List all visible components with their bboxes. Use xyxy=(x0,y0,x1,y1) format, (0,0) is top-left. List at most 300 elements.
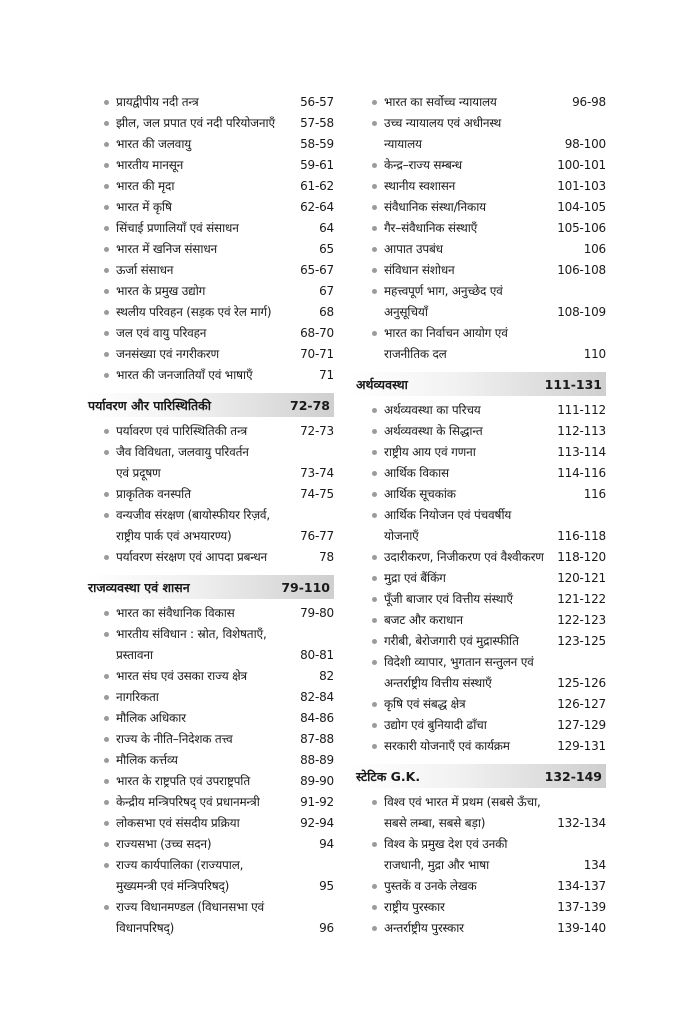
toc-entry xyxy=(352,736,606,757)
bullet-icon xyxy=(104,779,109,784)
toc-entry-row xyxy=(84,92,334,113)
bullet-icon xyxy=(104,821,109,826)
toc-entry-title: महत्त्वपूर्ण भाग, अनुच्छेद एवं अनुसूचियाँ xyxy=(384,284,503,319)
toc-entry xyxy=(84,239,334,260)
toc-entry xyxy=(84,771,334,792)
toc-entry xyxy=(84,344,334,365)
toc-entry-row xyxy=(352,281,606,323)
toc-entry xyxy=(84,302,334,323)
toc-entry xyxy=(352,323,606,365)
toc-entry-row xyxy=(84,365,334,386)
toc-entry xyxy=(84,897,334,939)
toc-entry xyxy=(352,442,606,463)
toc-entry xyxy=(352,547,606,568)
toc-entry-row xyxy=(352,792,606,834)
toc-entry xyxy=(352,589,606,610)
toc-entry-row xyxy=(84,260,334,281)
toc-entry-row xyxy=(352,547,606,568)
toc-entry-title: भारत के प्रमुख उद्योग xyxy=(116,284,206,298)
toc-entry-pages: 82-84 xyxy=(300,690,334,704)
toc-entry xyxy=(84,834,334,855)
bullet-icon xyxy=(372,639,377,644)
toc-entry-title: भारत की जनजातियाँ एवं भाषाएँ xyxy=(116,368,253,382)
toc-entry-title: राष्ट्रीय पुरस्कार xyxy=(384,900,445,914)
section-pages: 132-149 xyxy=(544,768,602,784)
toc-entry-title: भारतीय मानसून xyxy=(116,158,184,172)
toc-entry xyxy=(352,113,606,155)
toc-entry-title: सिंचाई प्रणालियाँ एवं संसाधन xyxy=(116,221,239,235)
toc-entry-title: कृषि एवं संबद्ध क्षेत्र xyxy=(384,697,466,711)
toc-entry-title: उदारीकरण, निजीकरण एवं वैश्वीकरण xyxy=(384,550,544,564)
toc-entry xyxy=(352,715,606,736)
section-heading xyxy=(352,764,606,788)
bullet-icon xyxy=(372,513,377,518)
toc-entry-title: मौलिक कर्त्तव्य xyxy=(116,753,178,767)
toc-entry-pages: 96-98 xyxy=(572,95,606,109)
toc-entry-title: स्थलीय परिवहन (सड़क एवं रेल मार्ग) xyxy=(116,305,272,319)
toc-entry-title: आर्थिक विकास xyxy=(384,466,449,480)
toc-entry xyxy=(84,750,334,771)
toc-entry-row xyxy=(84,708,334,729)
toc-entry-title: भारत की जलवायु xyxy=(116,137,192,151)
bullet-icon xyxy=(104,800,109,805)
section-title: स्टेटिक G.K. xyxy=(356,768,421,784)
toc-entry-pages: 112-113 xyxy=(557,424,606,438)
toc-entry-title: केन्द्र–राज्य सम्बन्ध xyxy=(384,158,462,172)
toc-entry xyxy=(352,897,606,918)
toc-entry-pages: 88-89 xyxy=(300,753,334,767)
toc-entry-row xyxy=(84,281,334,302)
toc-entry xyxy=(352,176,606,197)
toc-entry-title: सरकारी योजनाएँ एवं कार्यक्रम xyxy=(384,739,510,753)
toc-entry-row xyxy=(352,568,606,589)
bullet-icon xyxy=(104,492,109,497)
toc-entry-pages: 64 xyxy=(319,221,334,235)
bullet-icon xyxy=(104,513,109,518)
bullet-icon xyxy=(372,408,377,413)
toc-entry-title: राज्यसभा (उच्च सदन) xyxy=(116,837,212,851)
toc-entry-pages: 137-139 xyxy=(557,900,606,914)
toc-entry-pages: 105-106 xyxy=(557,221,606,235)
toc-entry-title: भारत की मृदा xyxy=(116,179,175,193)
bullet-icon xyxy=(372,450,377,455)
toc-entry xyxy=(84,197,334,218)
toc-entry-pages: 106-108 xyxy=(557,263,606,277)
toc-entry xyxy=(84,421,334,442)
toc-left-column xyxy=(84,92,334,939)
section-pages: 72-78 xyxy=(290,397,330,413)
toc-entry xyxy=(352,505,606,547)
toc-entry-title: राज्य कार्यपालिका (राज्यपाल, मुख्यमन्त्री एवं मंन्त्रिपरिषद्) xyxy=(116,858,244,893)
toc-entry-pages: 61-62 xyxy=(300,179,334,193)
bullet-icon xyxy=(104,555,109,560)
section-title: पर्यावरण और पारिस्थितिकी xyxy=(88,397,212,413)
bullet-icon xyxy=(104,142,109,147)
toc-entry-title: बजट और कराधान xyxy=(384,613,463,627)
bullet-icon xyxy=(104,863,109,868)
toc-entry-row xyxy=(352,876,606,897)
bullet-icon xyxy=(104,121,109,126)
toc-entry-pages: 76-77 xyxy=(300,529,334,543)
toc-entry xyxy=(352,421,606,442)
toc-entry-title: झील, जल प्रपात एवं नदी परियोजनाएँ xyxy=(116,116,275,130)
toc-entry-row xyxy=(84,134,334,155)
toc-entry-title: राष्ट्रीय आय एवं गणना xyxy=(384,445,476,459)
toc-entry-row xyxy=(352,155,606,176)
toc-entry-pages: 56-57 xyxy=(300,95,334,109)
toc-entry-row xyxy=(352,323,606,365)
toc-entry xyxy=(84,484,334,505)
toc-entry-row xyxy=(352,715,606,736)
toc-entry-row xyxy=(352,505,606,547)
toc-entry xyxy=(352,694,606,715)
toc-entry-row xyxy=(84,729,334,750)
toc-entry-row xyxy=(84,484,334,505)
toc-entry xyxy=(352,610,606,631)
toc-entry-row xyxy=(352,694,606,715)
toc-entry-pages: 118-120 xyxy=(557,550,606,564)
toc-entry-row xyxy=(84,771,334,792)
bullet-icon xyxy=(372,660,377,665)
section-heading xyxy=(352,372,606,396)
bullet-icon xyxy=(104,268,109,273)
toc-entry-title: प्राकृतिक वनस्पति xyxy=(116,487,191,501)
toc-entry-title: पुस्तकें व उनके लेखक xyxy=(384,879,477,893)
toc-entry-title: पर्यावरण संरक्षण एवं आपदा प्रबन्धन xyxy=(116,550,268,564)
toc-entry-title: उद्योग एवं बुनियादी ढाँचा xyxy=(384,718,487,732)
toc-entry-pages: 67 xyxy=(319,284,334,298)
toc-entry xyxy=(84,547,334,568)
toc-entry-title: प्रायद्वीपीय नदी तन्त्र xyxy=(116,95,199,109)
toc-entry xyxy=(352,792,606,834)
bullet-icon xyxy=(372,100,377,105)
toc-entry-pages: 114-116 xyxy=(557,466,606,480)
toc-entry-row xyxy=(352,834,606,876)
bullet-icon xyxy=(372,163,377,168)
toc-entry-row xyxy=(352,197,606,218)
toc-entry-row xyxy=(352,897,606,918)
toc-entry xyxy=(352,568,606,589)
toc-entry-title: भारत का निर्वाचन आयोग एवं राजनीतिक दल xyxy=(384,326,508,361)
bullet-icon xyxy=(372,842,377,847)
toc-entry-pages: 120-121 xyxy=(557,571,606,585)
toc-entry xyxy=(352,281,606,323)
toc-entry-title: भारत के राष्ट्रपति एवं उपराष्ट्रपति xyxy=(116,774,251,788)
toc-entry-title: विदेशी व्यापार, भुगतान सन्तुलन एवं अन्तर्राष्ट्रीय वित्तीय संस्थाएँ xyxy=(384,655,534,690)
bullet-icon xyxy=(372,226,377,231)
bullet-icon xyxy=(104,163,109,168)
bullet-icon xyxy=(104,905,109,910)
toc-entry-row xyxy=(352,113,606,155)
toc-entry-pages: 126-127 xyxy=(557,697,606,711)
bullet-icon xyxy=(104,205,109,210)
toc-entry-title: अन्तर्राष्ट्रीय पुरस्कार xyxy=(384,921,464,935)
toc-entry-pages: 68-70 xyxy=(300,326,334,340)
toc-entry-pages: 108-109 xyxy=(557,305,606,319)
toc-entry-pages: 82 xyxy=(319,669,334,683)
section-title: राजव्यवस्था एवं शासन xyxy=(88,579,190,595)
toc-entry-pages: 134-137 xyxy=(557,879,606,893)
bullet-icon xyxy=(372,247,377,252)
toc-entry-pages: 72-73 xyxy=(300,424,334,438)
toc-entry xyxy=(352,260,606,281)
toc-entry-title: राज्य के नीति–निदेशक तत्त्व xyxy=(116,732,233,746)
toc-entry-pages: 65-67 xyxy=(300,263,334,277)
toc-entry-pages: 71 xyxy=(319,368,334,382)
toc-entry-title: गरीबी, बेरोजगारी एवं मुद्रास्फीति xyxy=(384,634,519,648)
toc-entry xyxy=(84,666,334,687)
toc-entry-pages: 73-74 xyxy=(300,466,334,480)
toc-entry-pages: 127-129 xyxy=(557,718,606,732)
toc-entry-row xyxy=(84,897,334,939)
toc-entry-pages: 121-122 xyxy=(557,592,606,606)
toc-entry xyxy=(84,218,334,239)
toc-entry-pages: 59-61 xyxy=(300,158,334,172)
toc-entry xyxy=(84,603,334,624)
toc-entry-row xyxy=(84,547,334,568)
toc-entry-row xyxy=(84,834,334,855)
toc-entry-row xyxy=(84,442,334,484)
bullet-icon xyxy=(104,758,109,763)
bullet-icon xyxy=(372,576,377,581)
toc-entry-pages: 84-86 xyxy=(300,711,334,725)
toc-entry-pages: 116 xyxy=(583,487,606,501)
toc-entry-pages: 89-90 xyxy=(300,774,334,788)
toc-entry-title: गैर–संवैधानिक संस्थाएँ xyxy=(384,221,478,235)
toc-entry xyxy=(352,918,606,939)
toc-entry-row xyxy=(84,687,334,708)
section-heading xyxy=(84,393,334,417)
toc-entry-row xyxy=(84,176,334,197)
toc-entry-pages: 116-118 xyxy=(557,529,606,543)
bullet-icon xyxy=(372,492,377,497)
toc-entry-row xyxy=(84,323,334,344)
toc-entry-title: जल एवं वायु परिवहन xyxy=(116,326,207,340)
bullet-icon xyxy=(372,800,377,805)
toc-entry-title: भारतीय संविधान : स्रोत, विशेषताएँ, प्रस्तावना xyxy=(116,627,267,662)
toc-entry xyxy=(352,876,606,897)
bullet-icon xyxy=(372,121,377,126)
toc-entry-row xyxy=(352,421,606,442)
toc-entry-row xyxy=(352,631,606,652)
bullet-icon xyxy=(104,716,109,721)
toc-entry-title: अर्थव्यवस्था का परिचय xyxy=(384,403,481,417)
bullet-icon xyxy=(104,352,109,357)
toc-entry-row xyxy=(352,218,606,239)
toc-entry-pages: 110 xyxy=(583,347,606,361)
toc-entry-title: राज्य विधानमण्डल (विधानसभा एवं विधानपरिषद्) xyxy=(116,900,265,935)
bullet-icon xyxy=(104,226,109,231)
toc-entry xyxy=(352,218,606,239)
toc-entry-pages: 91-92 xyxy=(300,795,334,809)
toc-entry xyxy=(352,155,606,176)
bullet-icon xyxy=(372,723,377,728)
toc-entry-pages: 95 xyxy=(319,879,334,893)
toc-entry xyxy=(84,624,334,666)
bullet-icon xyxy=(372,331,377,336)
toc-entry-title: आपात उपबंध xyxy=(384,242,443,256)
bullet-icon xyxy=(372,618,377,623)
toc-entry-pages: 104-105 xyxy=(557,200,606,214)
bullet-icon xyxy=(104,632,109,637)
toc-entry-title: भारत संघ एवं उसका राज्य क्षेत्र xyxy=(116,669,247,683)
toc-entry-row xyxy=(352,652,606,694)
section-heading xyxy=(84,575,334,599)
toc-entry-title: भारत का सर्वोच्च न्यायालय xyxy=(384,95,497,109)
toc-entry xyxy=(84,505,334,547)
toc-entry xyxy=(84,281,334,302)
toc-entry xyxy=(84,260,334,281)
bullet-icon xyxy=(104,100,109,105)
toc-entry-pages: 68 xyxy=(319,305,334,319)
toc-entry-pages: 123-125 xyxy=(557,634,606,648)
toc-entry-pages: 106 xyxy=(583,242,606,256)
toc-entry-title: आर्थिक सूचकांक xyxy=(384,487,456,501)
toc-entry-row xyxy=(84,421,334,442)
toc-entry-pages: 98-100 xyxy=(564,137,606,151)
toc-entry-row xyxy=(352,463,606,484)
toc-entry-pages: 80-81 xyxy=(300,648,334,662)
toc-entry-pages: 87-88 xyxy=(300,732,334,746)
toc-entry-row xyxy=(352,610,606,631)
toc-entry-row xyxy=(352,918,606,939)
toc-entry-title: वन्यजीव संरक्षण (बायोस्फीयर रिज़र्व, राष्ट्रीय पार्क एवं अभयारण्य) xyxy=(116,508,271,543)
toc-entry-pages: 62-64 xyxy=(300,200,334,214)
toc-entry-title: स्थानीय स्वशासन xyxy=(384,179,456,193)
toc-entry-row xyxy=(352,260,606,281)
toc-entry-row xyxy=(84,855,334,897)
bullet-icon xyxy=(104,247,109,252)
toc-entry xyxy=(84,176,334,197)
bullet-icon xyxy=(104,737,109,742)
toc-entry-row xyxy=(352,176,606,197)
bullet-icon xyxy=(372,429,377,434)
bullet-icon xyxy=(104,611,109,616)
toc-entry-title: मुद्रा एवं बैंकिंग xyxy=(384,571,446,585)
bullet-icon xyxy=(372,702,377,707)
toc-entry xyxy=(84,813,334,834)
toc-entry xyxy=(84,729,334,750)
toc-entry xyxy=(84,855,334,897)
bullet-icon xyxy=(104,331,109,336)
toc-entry xyxy=(84,92,334,113)
bullet-icon xyxy=(372,884,377,889)
toc-entry-pages: 79-80 xyxy=(300,606,334,620)
toc-entry-pages: 70-71 xyxy=(300,347,334,361)
bullet-icon xyxy=(104,674,109,679)
toc-right-column xyxy=(352,92,606,939)
section-title: अर्थव्यवस्था xyxy=(356,376,408,392)
toc-entry xyxy=(352,197,606,218)
toc-entry-title: ऊर्जा संसाधन xyxy=(116,263,174,277)
toc-entry-pages: 96 xyxy=(319,921,334,935)
toc-entry-row xyxy=(352,589,606,610)
toc-entry-title: भारत में कृषि xyxy=(116,200,172,214)
bullet-icon xyxy=(372,555,377,560)
toc-entry-row xyxy=(84,344,334,365)
toc-entry xyxy=(352,652,606,694)
toc-entry-pages: 125-126 xyxy=(557,676,606,690)
toc-entry-pages: 101-103 xyxy=(557,179,606,193)
bullet-icon xyxy=(104,695,109,700)
toc-entry-pages: 113-114 xyxy=(557,445,606,459)
toc-entry-row xyxy=(352,400,606,421)
toc-entry xyxy=(84,687,334,708)
toc-entry-row xyxy=(84,603,334,624)
toc-entry xyxy=(352,484,606,505)
toc-entry-title: संवैधानिक संस्था/निकाय xyxy=(384,200,486,214)
toc-entry-title: आर्थिक नियोजन एवं पंचवर्षीय योजनाएँ xyxy=(384,508,512,543)
toc-entry-title: भारत का संवैधानिक विकास xyxy=(116,606,235,620)
toc-entry-row xyxy=(352,92,606,113)
toc-entry-title: मौलिक अधिकार xyxy=(116,711,186,725)
toc-entry-title: जनसंख्या एवं नगरीकरण xyxy=(116,347,219,361)
bullet-icon xyxy=(372,268,377,273)
toc-entry-pages: 122-123 xyxy=(557,613,606,627)
bullet-icon xyxy=(372,471,377,476)
toc-entry-title: विश्व एवं भारत में प्रथम (सबसे ऊँचा, सबसे लम्बा, सबसे बड़ा) xyxy=(384,795,541,830)
bullet-icon xyxy=(104,373,109,378)
toc-entry-pages: 139-140 xyxy=(557,921,606,935)
toc-entry-pages: 111-112 xyxy=(557,403,606,417)
toc-entry-row xyxy=(352,484,606,505)
toc-entry-row xyxy=(84,792,334,813)
toc-entry-row xyxy=(84,505,334,547)
toc-entry-pages: 92-94 xyxy=(300,816,334,830)
toc-entry xyxy=(352,463,606,484)
toc-entry-title: विश्व के प्रमुख देश एवं उनकी राजधानी, मुद्रा और भाषा xyxy=(384,837,508,872)
bullet-icon xyxy=(372,597,377,602)
bullet-icon xyxy=(104,310,109,315)
toc-entry xyxy=(84,792,334,813)
toc-entry-title: पूँजी बाजार एवं वित्तीय संस्थाएँ xyxy=(384,592,513,606)
toc-entry-row xyxy=(84,813,334,834)
toc-entry xyxy=(352,631,606,652)
bullet-icon xyxy=(104,184,109,189)
toc-entry-row xyxy=(352,239,606,260)
toc-entry-row xyxy=(84,302,334,323)
bullet-icon xyxy=(372,905,377,910)
toc-entry-title: पर्यावरण एवं पारिस्थितिकी तन्त्र xyxy=(116,424,248,438)
bullet-icon xyxy=(104,289,109,294)
toc-entry xyxy=(84,708,334,729)
toc-entry-row xyxy=(84,155,334,176)
bullet-icon xyxy=(372,744,377,749)
toc-entry-pages: 94 xyxy=(319,837,334,851)
bullet-icon xyxy=(372,184,377,189)
toc-entry-row xyxy=(84,239,334,260)
toc-entry-title: केन्द्रीय मन्त्रिपरिषद् एवं प्रधानमन्त्री xyxy=(116,795,260,809)
toc-entry-pages: 78 xyxy=(319,550,334,564)
toc-entry-title: जैव विविधता, जलवायु परिवर्तन एवं प्रदूषण xyxy=(116,445,249,480)
toc-entry-row xyxy=(84,113,334,134)
toc-entry-title: नागरिकता xyxy=(116,690,159,704)
toc-entry-pages: 129-131 xyxy=(557,739,606,753)
bullet-icon xyxy=(372,205,377,210)
toc-entry-title: उच्च न्यायालय एवं अधीनस्थ न्यायालय xyxy=(384,116,502,151)
toc-entry xyxy=(84,442,334,484)
toc-entry-title: अर्थव्यवस्था के सिद्धान्त xyxy=(384,424,483,438)
bullet-icon xyxy=(104,842,109,847)
toc-entry xyxy=(84,365,334,386)
toc-entry xyxy=(352,400,606,421)
toc-entry-row xyxy=(352,736,606,757)
toc-entry-row xyxy=(84,197,334,218)
toc-entry-pages: 100-101 xyxy=(557,158,606,172)
toc-entry-title: लोकसभा एवं संसदीय प्रक्रिया xyxy=(116,816,240,830)
section-pages: 79-110 xyxy=(281,579,330,595)
toc-entry xyxy=(84,113,334,134)
